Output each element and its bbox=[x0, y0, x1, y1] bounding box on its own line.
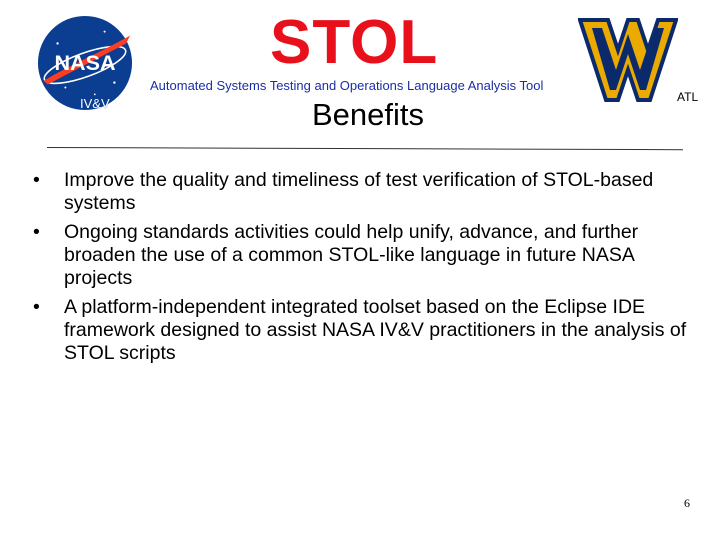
bullet-text: Ongoing standards activities could help unify, advance, and further broaden the use of a common STOL-like language in future NASA projects bbox=[64, 221, 639, 289]
divider bbox=[47, 147, 683, 150]
nasa-ivv-label: IV&V bbox=[80, 96, 110, 111]
list-item bbox=[33, 169, 698, 215]
slide-title: STOL bbox=[270, 8, 439, 77]
nasa-logo-text: NASA bbox=[54, 49, 116, 75]
list-item bbox=[33, 221, 698, 290]
atl-label: ATL bbox=[677, 90, 699, 104]
bullet-list bbox=[33, 169, 698, 371]
bullet-text: Improve the quality and timeliness of test verification of STOL-based systems bbox=[64, 169, 654, 214]
bullet-icon: • bbox=[33, 169, 40, 191]
bullet-icon: • bbox=[33, 221, 40, 243]
page-number: 6 bbox=[684, 496, 690, 510]
heading-text: Benefits bbox=[311, 97, 424, 132]
bullet-icon: • bbox=[33, 296, 40, 318]
bullet-text: A platform-independent integrated toolset based on the Eclipse IDE framework designed to assist NASA IV&V practitioners in the analysis of STOL scripts bbox=[64, 296, 687, 364]
wv-logo-icon bbox=[578, 14, 678, 106]
list-item bbox=[33, 296, 698, 365]
slide-subtitle: Automated Systems Testing and Operations Language Analysis Tool bbox=[150, 78, 544, 93]
